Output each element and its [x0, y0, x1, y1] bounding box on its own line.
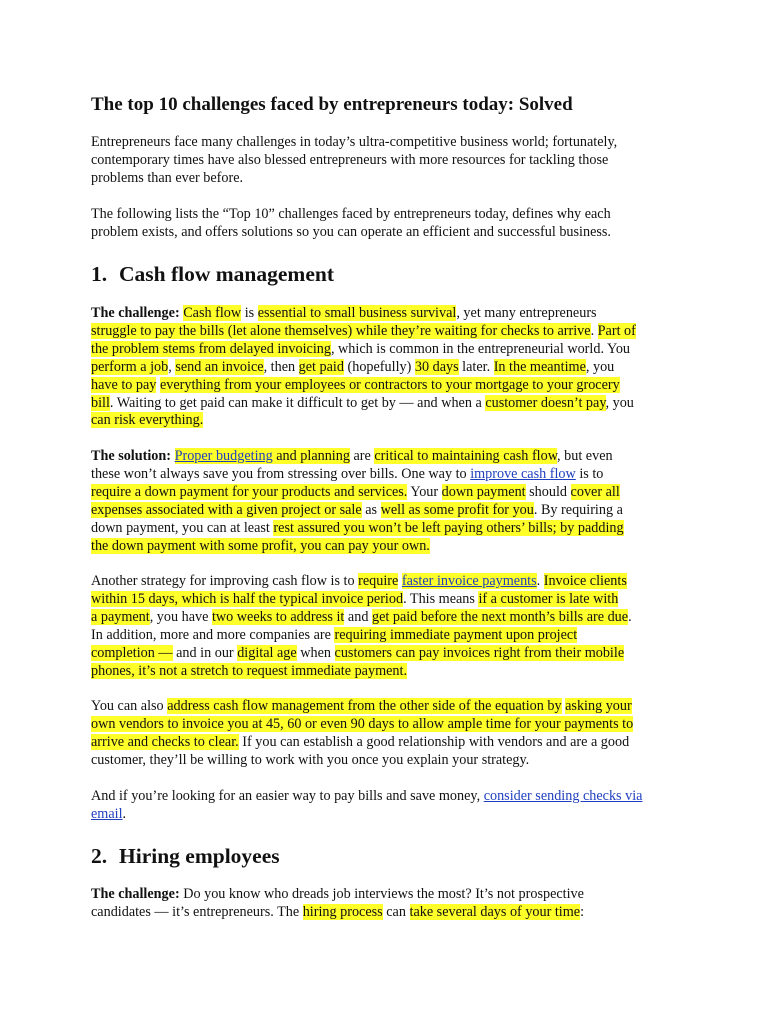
text-run: . — [536, 573, 544, 589]
highlighted-text: critical to maintaining cash flow — [374, 448, 558, 464]
text-run: is — [241, 305, 258, 321]
text-run: these won’t always save you from stressing over bills. One way to — [91, 465, 471, 482]
text-run: candidates — it’s entrepreneurs. The — [91, 903, 303, 920]
highlighted-text: expenses associated with a given project or sale — [91, 501, 362, 518]
highlighted-text: take several days of your time — [409, 903, 581, 920]
highlighted-text: and planning — [272, 448, 350, 464]
intro-paragraph-2 — [91, 206, 691, 242]
cash-flow-challenge-paragraph — [91, 305, 691, 430]
vendor-strategy-paragraph — [91, 698, 691, 770]
text-line: contemporary times have also blessed entrepreneurs with more resources for tackling those — [91, 151, 609, 168]
highlighted-text: everything from your employees or contractors to your mortgage to your grocery — [159, 376, 620, 393]
text-run: customer, they’ll be willing to work with you once you explain your strategy. — [91, 751, 530, 768]
paragraph-label: The challenge: — [91, 305, 184, 321]
highlighted-text: the down payment with some profit, you can pay your own. — [91, 537, 430, 554]
inline-link[interactable]: Proper budgeting — [174, 448, 273, 464]
text-run: , which is common in the entrepreneurial world. You — [330, 340, 631, 357]
text-run: can — [382, 903, 410, 920]
text-run: . — [628, 608, 632, 625]
highlighted-text: have to pay — [91, 376, 157, 393]
text-run: are — [349, 448, 375, 464]
section-number: 1. — [91, 262, 108, 286]
text-run: , yet many entrepreneurs — [456, 305, 597, 321]
highlighted-text: In the meantime — [493, 358, 586, 375]
inline-link[interactable]: improve cash flow — [470, 465, 576, 482]
highlighted-text: send an invoice — [175, 358, 264, 375]
highlighted-text: two weeks to address it — [211, 608, 345, 625]
inline-link[interactable]: email — [91, 805, 123, 822]
text-run: Do you know who dreads job interviews the most? It’s not prospective — [183, 886, 584, 902]
highlighted-text: can risk everything. — [91, 412, 204, 429]
text-run: , but even — [557, 448, 613, 464]
highlighted-text: digital age — [237, 644, 297, 661]
highlighted-text: down payment — [441, 483, 526, 500]
paragraph-label: The solution: — [91, 448, 175, 464]
highlighted-text: own vendors to invoice you at 45, 60 or even 90 days to allow ample time for your payments to — [91, 715, 634, 732]
highlighted-text: hiring process — [302, 903, 383, 920]
text-run: And if you’re looking for an easier way to pay bills and save money, — [91, 788, 484, 804]
paragraph-label: The challenge: — [91, 886, 184, 902]
text-run: Your — [407, 483, 442, 500]
highlighted-text: cover all — [570, 483, 620, 500]
highlighted-text: phones, it’s not a stretch to request immediate payment. — [91, 662, 407, 679]
highlighted-text: requiring immediate payment upon project — [334, 626, 578, 643]
highlighted-text: completion — — [91, 644, 173, 661]
text-line: problem exists, and offers solutions so you can operate an efficient and successful business. — [91, 223, 611, 240]
text-run: . Waiting to get paid can make it difficult to get by — and when a — [109, 394, 486, 411]
text-run: . — [122, 805, 127, 822]
text-line: Entrepreneurs face many challenges in today’s ultra-competitive business world; fortunately, — [91, 134, 618, 150]
highlighted-text: well as some profit for you — [380, 501, 534, 518]
highlighted-text: require — [358, 573, 399, 589]
section-title: Hiring employees — [119, 844, 280, 868]
email-checks-paragraph — [91, 788, 691, 824]
highlighted-text: get paid — [298, 358, 344, 375]
text-run: , you have — [149, 608, 212, 625]
highlighted-text: customers can pay invoices right from their mobile — [334, 644, 625, 661]
invoice-strategy-paragraph — [91, 573, 691, 680]
section-title: Cash flow management — [119, 262, 334, 286]
section-number: 2. — [91, 844, 108, 868]
highlighted-text: Part of — [597, 322, 636, 339]
highlighted-text: bill — [91, 394, 110, 411]
highlighted-text: Cash flow — [183, 305, 242, 321]
text-run: when — [296, 644, 335, 661]
text-run: , — [168, 358, 176, 375]
text-run: If you can establish a good relationship with vendors and are a good — [238, 733, 630, 750]
page-title: The top 10 challenges faced by entrepreneurs today: Solved — [91, 94, 573, 115]
text-run: (hopefully) — [343, 358, 415, 375]
text-run: down payment, you can at least — [91, 519, 274, 536]
text-run: . — [590, 322, 598, 339]
text-run: : — [580, 903, 585, 920]
text-run: , you — [605, 394, 634, 411]
text-run: In addition, more and more companies are — [91, 626, 335, 643]
highlighted-text: essential to small business survival — [257, 305, 457, 321]
text-run: later. — [458, 358, 494, 375]
highlighted-text: if a customer is late with — [478, 590, 619, 607]
inline-link[interactable]: consider sending checks via — [483, 788, 643, 804]
text-line: The following lists the “Top 10” challenges faced by entrepreneurs today, defines why each — [91, 206, 611, 222]
text-run: , then — [263, 358, 299, 375]
text-run: and — [344, 608, 372, 625]
text-run: . This means — [403, 590, 479, 607]
highlighted-text: address cash flow management from the other side of the equation by — [167, 698, 562, 714]
highlighted-text: asking your — [565, 698, 632, 714]
text-run: is to — [575, 465, 604, 482]
highlighted-text: customer doesn’t pay — [485, 394, 606, 411]
cash-flow-solution-paragraph — [91, 448, 691, 555]
text-run: should — [525, 483, 571, 500]
highlighted-text: the problem stems from delayed invoicing — [91, 340, 331, 357]
highlighted-text: 30 days — [414, 358, 459, 375]
highlighted-text: perform a job — [91, 358, 169, 375]
hiring-challenge-paragraph — [91, 886, 691, 922]
text-run: You can also — [91, 698, 168, 714]
text-run: as — [361, 501, 381, 518]
highlighted-text: struggle to pay the bills (let alone themselves) while they’re waiting for checks to arrive — [91, 322, 591, 339]
highlighted-text: within 15 days, which is half the typical invoice period — [91, 590, 404, 607]
text-run: Another strategy for improving cash flow is to — [91, 573, 359, 589]
section-heading-cash-flow — [91, 260, 334, 288]
text-line: problems than ever before. — [91, 169, 244, 186]
highlighted-text: require a down payment for your products and services. — [91, 483, 408, 500]
intro-paragraph-1 — [91, 134, 691, 188]
text-run: . By requiring a — [533, 501, 623, 518]
text-run: , you — [585, 358, 615, 375]
highlighted-text: get paid before the next month’s bills are due — [371, 608, 629, 625]
highlighted-text: arrive and checks to clear. — [91, 733, 239, 750]
section-heading-hiring — [91, 842, 280, 870]
text-run: and in our — [172, 644, 238, 661]
highlighted-text: Invoice clients — [543, 573, 627, 589]
highlighted-text: rest assured you won’t be left paying others’ bills; by padding — [273, 519, 624, 536]
inline-link[interactable]: faster invoice payments — [401, 573, 537, 589]
highlighted-text: a payment — [91, 608, 150, 625]
